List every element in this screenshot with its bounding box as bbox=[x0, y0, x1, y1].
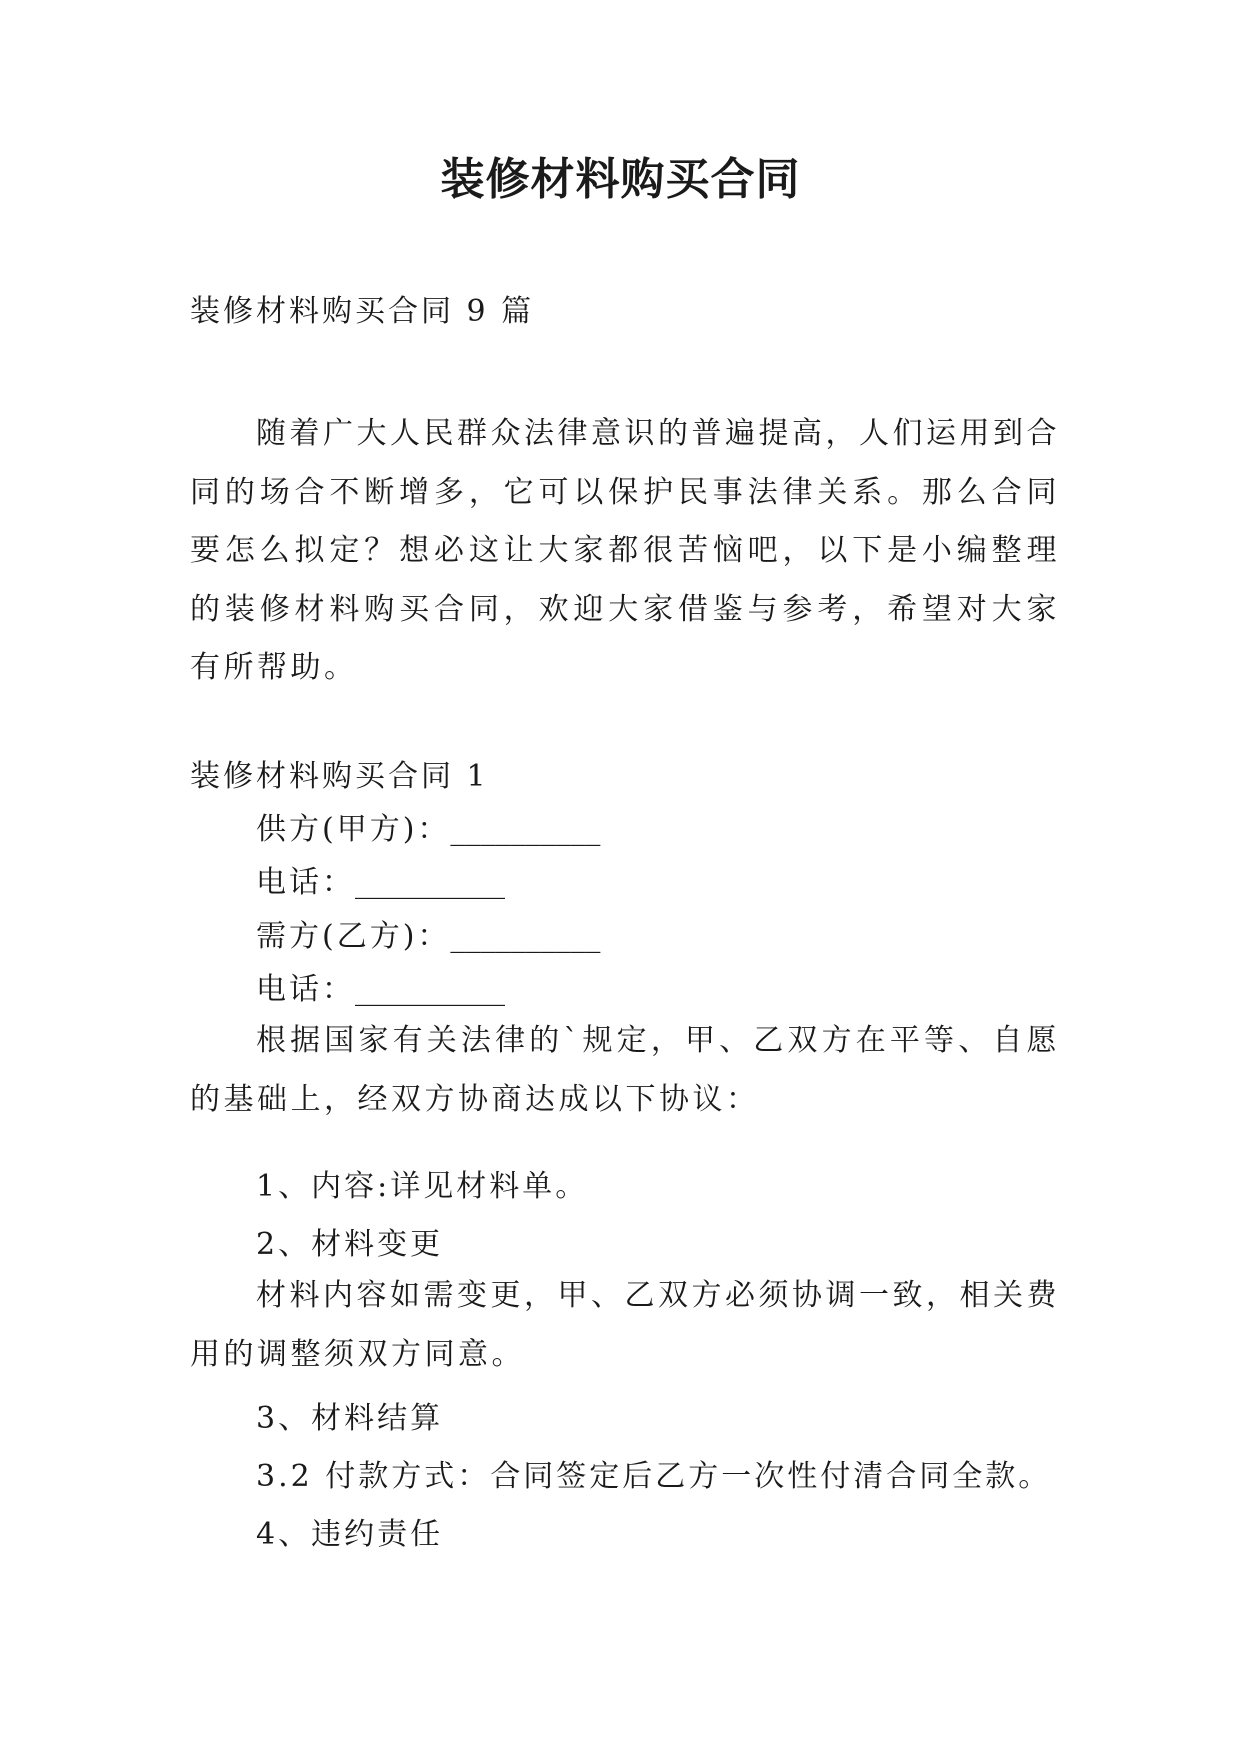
phone-b-line bbox=[256, 970, 505, 1010]
party-b-label: 需方(乙方)： bbox=[256, 919, 451, 954]
clause-2-title: 2、材料变更 bbox=[256, 1227, 444, 1262]
clause-1: 1、内容:详见材料单。 bbox=[256, 1169, 589, 1204]
clause-3-title: 3、材料结算 bbox=[256, 1401, 444, 1436]
party-b-blank: __________ bbox=[450, 919, 601, 954]
phone-a-line bbox=[256, 863, 505, 903]
phone-b-blank: __________ bbox=[355, 972, 505, 1007]
preamble-paragraph: 根据国家有关法律的`规定，甲、乙双方在平等、自愿的基础上，经双方协商达成以下协议： bbox=[190, 1023, 1060, 1117]
document-subtitle: 装修材料购买合同 9 篇 bbox=[190, 294, 535, 329]
clause-4-title: 4、违约责任 bbox=[256, 1517, 444, 1552]
clause-2-body: 材料内容如需变更，甲、乙双方必须协调一致，相关费用的调整须双方同意。 bbox=[190, 1278, 1060, 1372]
party-b-line bbox=[256, 917, 600, 957]
party-a-line bbox=[256, 810, 600, 850]
clause-3-2: 3.2 付款方式：合同签定后乙方一次性付清合同全款。 bbox=[256, 1459, 1052, 1494]
party-a-label: 供方(甲方)： bbox=[256, 812, 451, 847]
document-title: 装修材料购买合同 bbox=[440, 154, 801, 205]
phone-a-blank: __________ bbox=[355, 865, 505, 900]
phone-a-label: 电话： bbox=[256, 865, 355, 900]
phone-b-label: 电话： bbox=[256, 972, 355, 1007]
section-title: 装修材料购买合同 1 bbox=[190, 759, 489, 794]
intro-paragraph: 随着广大人民群众法律意识的普遍提高，人们运用到合同的场合不断增多，它可以保护民事法律关系。那么合同要怎么拟定？想必这让大家都很苦恼吧，以下是小编整理的装修材料购买合同，欢迎大家借鉴与参考，希望对大家有所帮助。 bbox=[190, 416, 1060, 685]
party-a-blank: __________ bbox=[450, 812, 601, 847]
